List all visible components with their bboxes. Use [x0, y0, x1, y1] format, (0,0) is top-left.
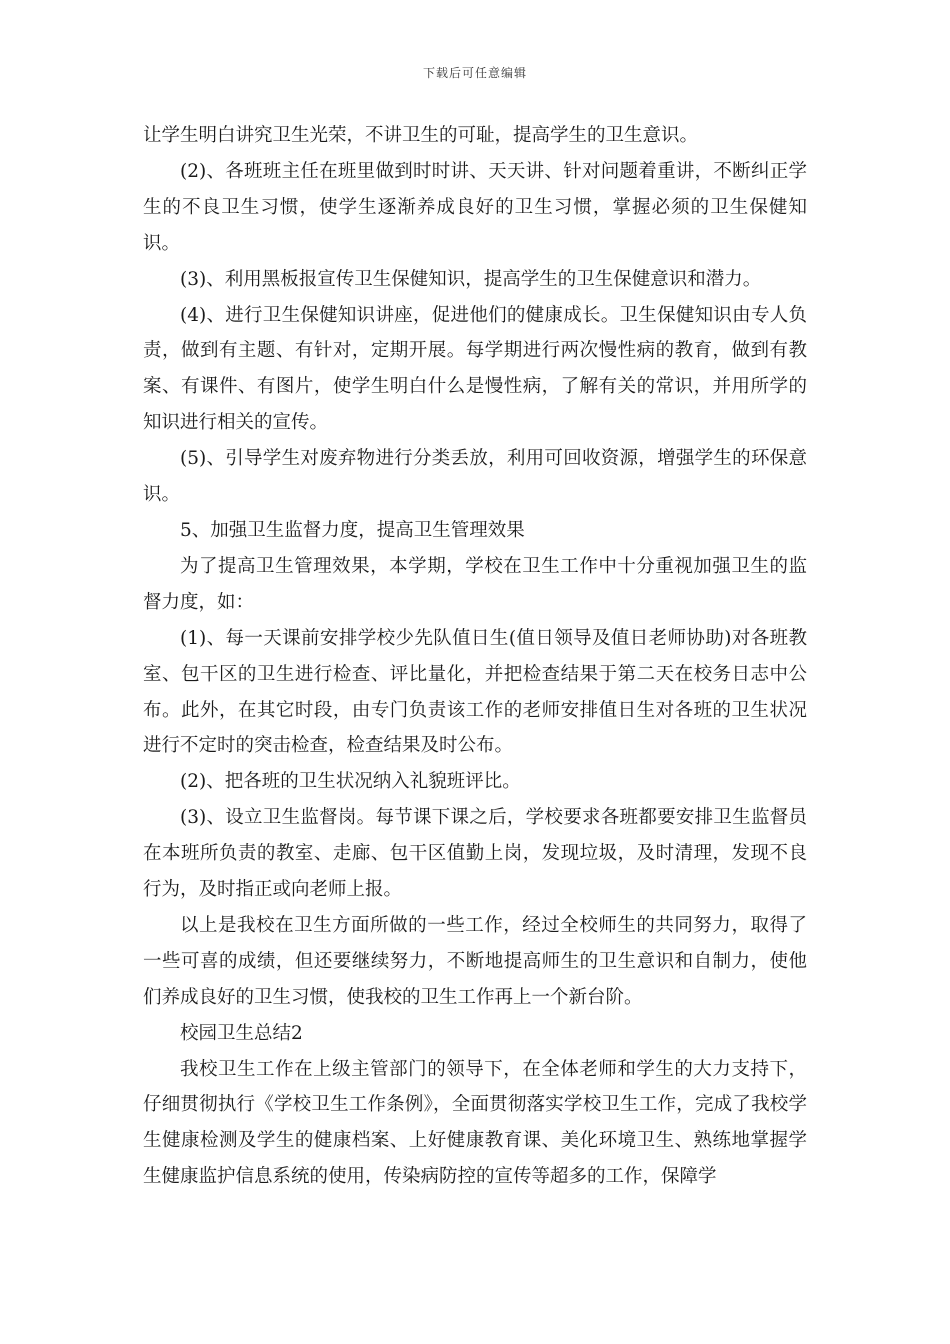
- paragraph: (3)、设立卫生监督岗。每节课下课之后，学校要求各班都要安排卫生监督员在本班所负责的教室、走廊、包干区值勤上岗，发现垃圾，及时清理，发现不良行为，及时指正或向老师上报。: [143, 807, 807, 901]
- page-header: 下载后可任意编辑: [422, 66, 527, 80]
- paragraph: 我校卫生工作在上级主管部门的领导下，在全体老师和学生的大力支持下，仔细贯彻执行《学校卫生工作条例》，全面贯彻落实学校卫生工作，完成了我校学生健康检测及学生的健康档案、上好健康教育课、美化环境卫生、熟练地掌握学生健康监护信息系统的使用，传染病防控的宣传等超多的工作，保障学: [143, 1058, 807, 1188]
- document-body: [143, 118, 807, 1195]
- section-heading: 5、加强卫生监督力度，提高卫生管理效果: [180, 519, 525, 541]
- paragraph: (2)、把各班的卫生状况纳入礼貌班评比。: [180, 771, 521, 793]
- paragraph: 让学生明白讲究卫生光荣，不讲卫生的可耻，提高学生的卫生意识。: [143, 125, 699, 146]
- paragraph: (3)、利用黑板报宣传卫生保健知识，提高学生的卫生保健意识和潜力。: [180, 268, 762, 290]
- paragraph: (5)、引导学生对废弃物进行分类丢放，利用可回收资源，增强学生的环保意识。: [143, 448, 807, 506]
- paragraph: (4)、进行卫生保健知识讲座，促进他们的健康成长。卫生保健知识由专人负责，做到有主题、有针对，定期开展。每学期进行两次慢性病的教育，做到有教案、有课件、有图片，使学生明白什么是慢性病，了解有关的常识，并用所学的知识进行相关的宣传。: [143, 304, 807, 434]
- paragraph: 以上是我校在卫生方面所做的一些工作，经过全校师生的共同努力，取得了一些可喜的成绩，但还要继续努力，不断地提高师生的卫生意识和自制力，使他们养成良好的卫生习惯，使我校的卫生工作再上一个新台阶。: [143, 914, 807, 1008]
- paragraph: (1)、每一天课前安排学校少先队值日生(值日领导及值日老师协助)对各班教室、包干区的卫生进行检查、评比量化，并把检查结果于第二天在校务日志中公布。此外，在其它时段，由专门负责该工作的老师安排值日生对各班的卫生状况进行不定时的突击检查，检查结果及时公布。: [143, 627, 807, 757]
- paragraph: (2)、各班班主任在班里做到时时讲、天天讲、针对问题着重讲，不断纠正学生的不良卫生习惯，使学生逐渐养成良好的卫生习惯，掌握必须的卫生保健知识。: [143, 160, 807, 254]
- section-title: 校园卫生总结2: [180, 1022, 303, 1044]
- paragraph: 为了提高卫生管理效果，本学期，学校在卫生工作中十分重视加强卫生的监督力度，如：: [143, 555, 807, 613]
